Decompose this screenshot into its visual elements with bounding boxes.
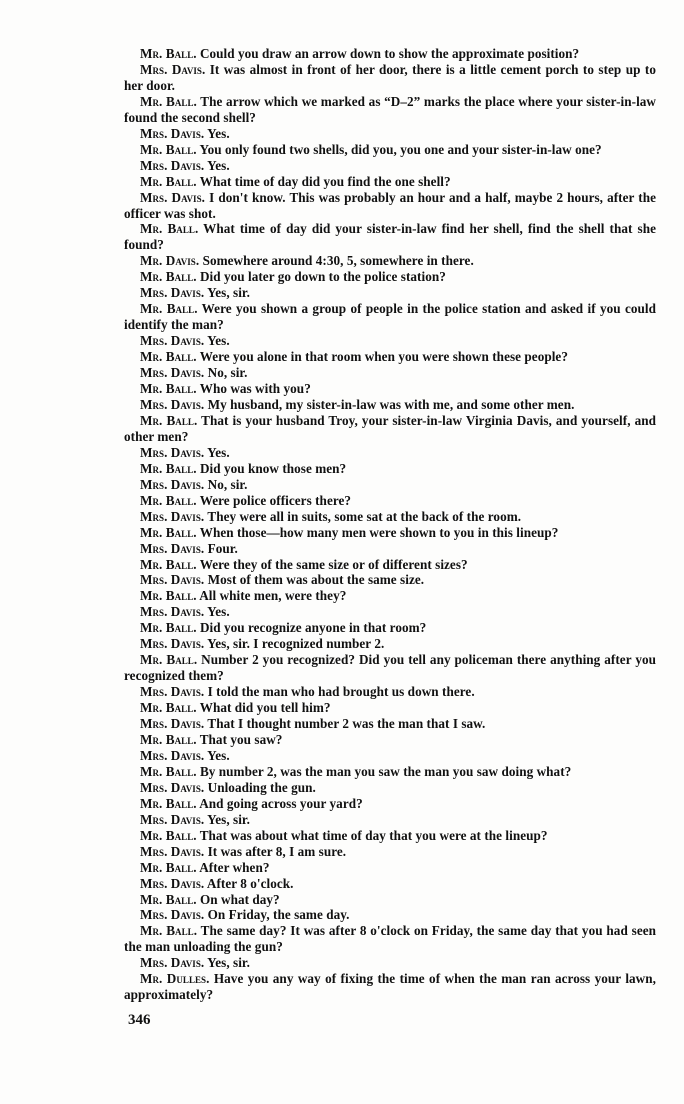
speaker-statement: That is your husband Troy, your sister-in-law Virginia Davis, and yourself, and other men? (124, 412, 657, 444)
testimony-paragraph (124, 174, 656, 190)
speaker-statement: Were you alone in that room when you were shown these people? (199, 349, 568, 365)
speaker-name: Mrs. Davis. (140, 189, 205, 205)
testimony-paragraph (124, 413, 656, 445)
speaker-statement: I don't know. This was probably an hour and a half, maybe 2 hours, after the officer was shot. (124, 189, 657, 221)
testimony-paragraph (124, 700, 656, 716)
testimony-paragraph (124, 955, 656, 971)
testimony-paragraph (124, 828, 656, 844)
speaker-name: Mrs. Davis. (140, 779, 205, 795)
speaker-name: Mr. Ball. (140, 221, 199, 237)
testimony-paragraph (124, 796, 656, 812)
speaker-statement: Were you shown a group of people in the police station and asked if you could identify the man? (124, 301, 657, 333)
speaker-name: Mr. Ball. (140, 827, 197, 843)
speaker-statement: On what day? (199, 891, 280, 907)
speaker-statement: What did you tell him? (199, 700, 331, 716)
speaker-statement: Number 2 you recognized? Did you tell any policeman there anything after you recognized them? (124, 652, 657, 684)
testimony-paragraph (124, 892, 656, 908)
speaker-statement: After 8 o'clock. (206, 875, 294, 891)
testimony-paragraph (124, 572, 656, 588)
testimony-paragraph (124, 190, 656, 222)
speaker-name: Mr. Ball. (140, 492, 197, 508)
testimony-paragraph (124, 253, 656, 269)
speaker-name: Mrs. Davis. (140, 811, 205, 827)
speaker-name: Mr. Ball. (140, 859, 197, 875)
speaker-name: Mrs. Davis. (140, 285, 205, 301)
speaker-statement: That was about what time of day that you were at the lineup? (199, 827, 548, 843)
testimony-paragraph (124, 493, 656, 509)
speaker-name: Mr. Ball. (140, 923, 198, 939)
speaker-statement: Yes. (207, 444, 230, 460)
speaker-statement: After when? (199, 859, 270, 875)
speaker-statement: Yes, sir. (207, 955, 250, 971)
speaker-statement: I told the man who had brought us down there. (207, 684, 475, 700)
speaker-statement: That I thought number 2 was the man that I saw. (207, 716, 486, 732)
speaker-statement: My husband, my sister-in-law was with me, and some other men. (207, 396, 575, 412)
testimony-paragraph (124, 971, 656, 1003)
speaker-name: Mr. Ball. (140, 269, 197, 285)
speaker-name: Mrs. Davis. (140, 636, 205, 652)
speaker-name: Mr. Ball. (140, 141, 197, 157)
speaker-statement: On Friday, the same day. (207, 907, 350, 923)
testimony-paragraph (124, 620, 656, 636)
speaker-statement: Yes. (207, 157, 230, 173)
speaker-name: Mrs. Davis. (140, 61, 206, 77)
testimony-paragraph (124, 126, 656, 142)
speaker-statement: Somewhere around 4:30, 5, somewhere in there. (202, 253, 474, 269)
speaker-name: Mrs. Davis. (140, 907, 205, 923)
speaker-statement: It was after 8, I am sure. (207, 843, 347, 859)
speaker-statement: When those—how many men were shown to you in this lineup? (199, 524, 559, 540)
testimony-paragraph (124, 365, 656, 381)
speaker-name: Mr. Ball. (140, 795, 197, 811)
speaker-statement: Who was with you? (199, 381, 311, 397)
speaker-name: Mr. Ball. (140, 301, 198, 317)
speaker-statement: Yes. (207, 604, 230, 620)
speaker-statement: You only found two shells, did you, you one and your sister-in-law one? (199, 141, 602, 157)
speaker-name: Mrs. Davis. (140, 540, 205, 556)
speaker-name: Mrs. Davis. (140, 572, 205, 588)
testimony-paragraph (124, 748, 656, 764)
testimony-paragraph (124, 397, 656, 413)
testimony-paragraph (124, 844, 656, 860)
speaker-statement: Yes. (207, 747, 230, 763)
speaker-statement: Were they of the same size or of different sizes? (199, 556, 468, 572)
speaker-name: Mr. Ball. (140, 381, 197, 397)
testimony-paragraph (124, 812, 656, 828)
testimony-paragraph (124, 477, 656, 493)
testimony-paragraph (124, 445, 656, 461)
speaker-statement: Could you draw an arrow down to show the approximate position? (199, 46, 580, 61)
testimony-paragraph (124, 588, 656, 604)
testimony-paragraph (124, 349, 656, 365)
speaker-statement: That you saw? (199, 731, 283, 747)
testimony-paragraph (124, 684, 656, 700)
speaker-statement: Did you later go down to the police station? (199, 269, 446, 285)
speaker-name: Mr. Ball. (140, 173, 197, 189)
speaker-name: Mrs. Davis. (140, 157, 205, 173)
speaker-statement: By number 2, was the man you saw the man you saw doing what? (199, 763, 572, 779)
testimony-paragraph (124, 541, 656, 557)
speaker-name: Mr. Ball. (140, 556, 197, 572)
testimony-paragraph (124, 301, 656, 333)
speaker-name: Mr. Ball. (140, 891, 197, 907)
speaker-statement: What time of day did your sister-in-law find her shell, find the shell that she found? (124, 221, 656, 253)
speaker-statement: Yes. (207, 125, 230, 141)
speaker-name: Mrs. Davis. (140, 875, 205, 891)
speaker-name: Mrs. Davis. (140, 684, 205, 700)
testimony-paragraph (124, 732, 656, 748)
speaker-name: Mrs. Davis. (140, 444, 205, 460)
testimony-paragraph (124, 62, 656, 94)
speaker-statement: Yes, sir. I recognized number 2. (207, 636, 385, 652)
speaker-statement: Four. (207, 540, 238, 556)
speaker-name: Mrs. Davis. (140, 604, 205, 620)
speaker-statement: No, sir. (207, 476, 248, 492)
testimony-paragraph (124, 716, 656, 732)
testimony-paragraph (124, 923, 656, 955)
speaker-name: Mr. Ball. (140, 349, 197, 365)
speaker-statement: No, sir. (207, 365, 248, 381)
speaker-statement: Were police officers there? (199, 492, 352, 508)
speaker-name: Mr. Ball. (140, 700, 197, 716)
speaker-statement: Most of them was about the same size. (207, 572, 425, 588)
speaker-name: Mrs. Davis. (140, 716, 205, 732)
testimony-paragraph (124, 221, 656, 253)
speaker-statement: Unloading the gun. (207, 779, 316, 795)
testimony-paragraph (124, 142, 656, 158)
speaker-name: Mr. Dulles. (140, 971, 210, 987)
testimony-paragraph (124, 907, 656, 923)
speaker-name: Mr. Ball. (140, 46, 197, 61)
speaker-statement: Did you know those men? (199, 460, 347, 476)
speaker-name: Mr. Ball. (140, 412, 198, 428)
testimony-paragraph (124, 158, 656, 174)
speaker-statement: They were all in suits, some sat at the back of the room. (207, 508, 522, 524)
speaker-statement: All white men, were they? (199, 588, 347, 604)
speaker-name: Mr. Ball. (140, 731, 197, 747)
speaker-statement: The same day? It was after 8 o'clock on Friday, the same day that you had seen the man unloading the gun? (124, 923, 657, 955)
speaker-name: Mr. Ball. (140, 524, 197, 540)
testimony-paragraph (124, 557, 656, 573)
speaker-statement: It was almost in front of her door, there is a little cement porch to step up to her door. (124, 61, 656, 93)
speaker-name: Mrs. Davis. (140, 396, 205, 412)
speaker-statement: What time of day did you find the one shell? (199, 173, 451, 189)
speaker-statement: Have you any way of fixing the time of when the man ran across your lawn, approximately? (124, 971, 656, 1003)
speaker-statement: Yes, sir. (207, 285, 250, 301)
testimony-paragraph (124, 269, 656, 285)
testimony-paragraph (124, 860, 656, 876)
speaker-statement: The arrow which we marked as “D–2” marks the place where your sister-in-law found the second shell? (124, 93, 656, 125)
speaker-name: Mr. Ball. (140, 763, 197, 779)
speaker-statement: Yes, sir. (207, 811, 250, 827)
speaker-name: Mr. Ball. (140, 652, 198, 668)
speaker-name: Mr. Davis. (140, 253, 200, 269)
speaker-name: Mrs. Davis. (140, 333, 205, 349)
speaker-name: Mr. Ball. (140, 93, 197, 109)
speaker-name: Mrs. Davis. (140, 955, 205, 971)
speaker-name: Mrs. Davis. (140, 125, 205, 141)
testimony-paragraph (124, 381, 656, 397)
speaker-statement: And going across your yard? (199, 795, 363, 811)
speaker-name: Mrs. Davis. (140, 365, 205, 381)
speaker-name: Mrs. Davis. (140, 843, 205, 859)
speaker-name: Mr. Ball. (140, 620, 197, 636)
testimony-paragraph (124, 780, 656, 796)
testimony-paragraph (124, 604, 656, 620)
testimony-transcript (124, 46, 656, 1003)
testimony-paragraph (124, 525, 656, 541)
speaker-statement: Yes. (207, 333, 230, 349)
speaker-name: Mr. Ball. (140, 460, 197, 476)
testimony-paragraph (124, 636, 656, 652)
speaker-name: Mrs. Davis. (140, 476, 205, 492)
speaker-name: Mrs. Davis. (140, 508, 205, 524)
testimony-paragraph (124, 461, 656, 477)
testimony-paragraph (124, 764, 656, 780)
page-number: 346 (128, 1012, 151, 1028)
speaker-name: Mrs. Davis. (140, 747, 205, 763)
speaker-statement: Did you recognize anyone in that room? (199, 620, 427, 636)
testimony-paragraph (124, 46, 656, 62)
speaker-name: Mr. Ball. (140, 588, 197, 604)
testimony-paragraph (124, 509, 656, 525)
testimony-paragraph (124, 94, 656, 126)
testimony-paragraph (124, 876, 656, 892)
testimony-paragraph (124, 333, 656, 349)
testimony-paragraph (124, 652, 656, 684)
testimony-paragraph (124, 285, 656, 301)
